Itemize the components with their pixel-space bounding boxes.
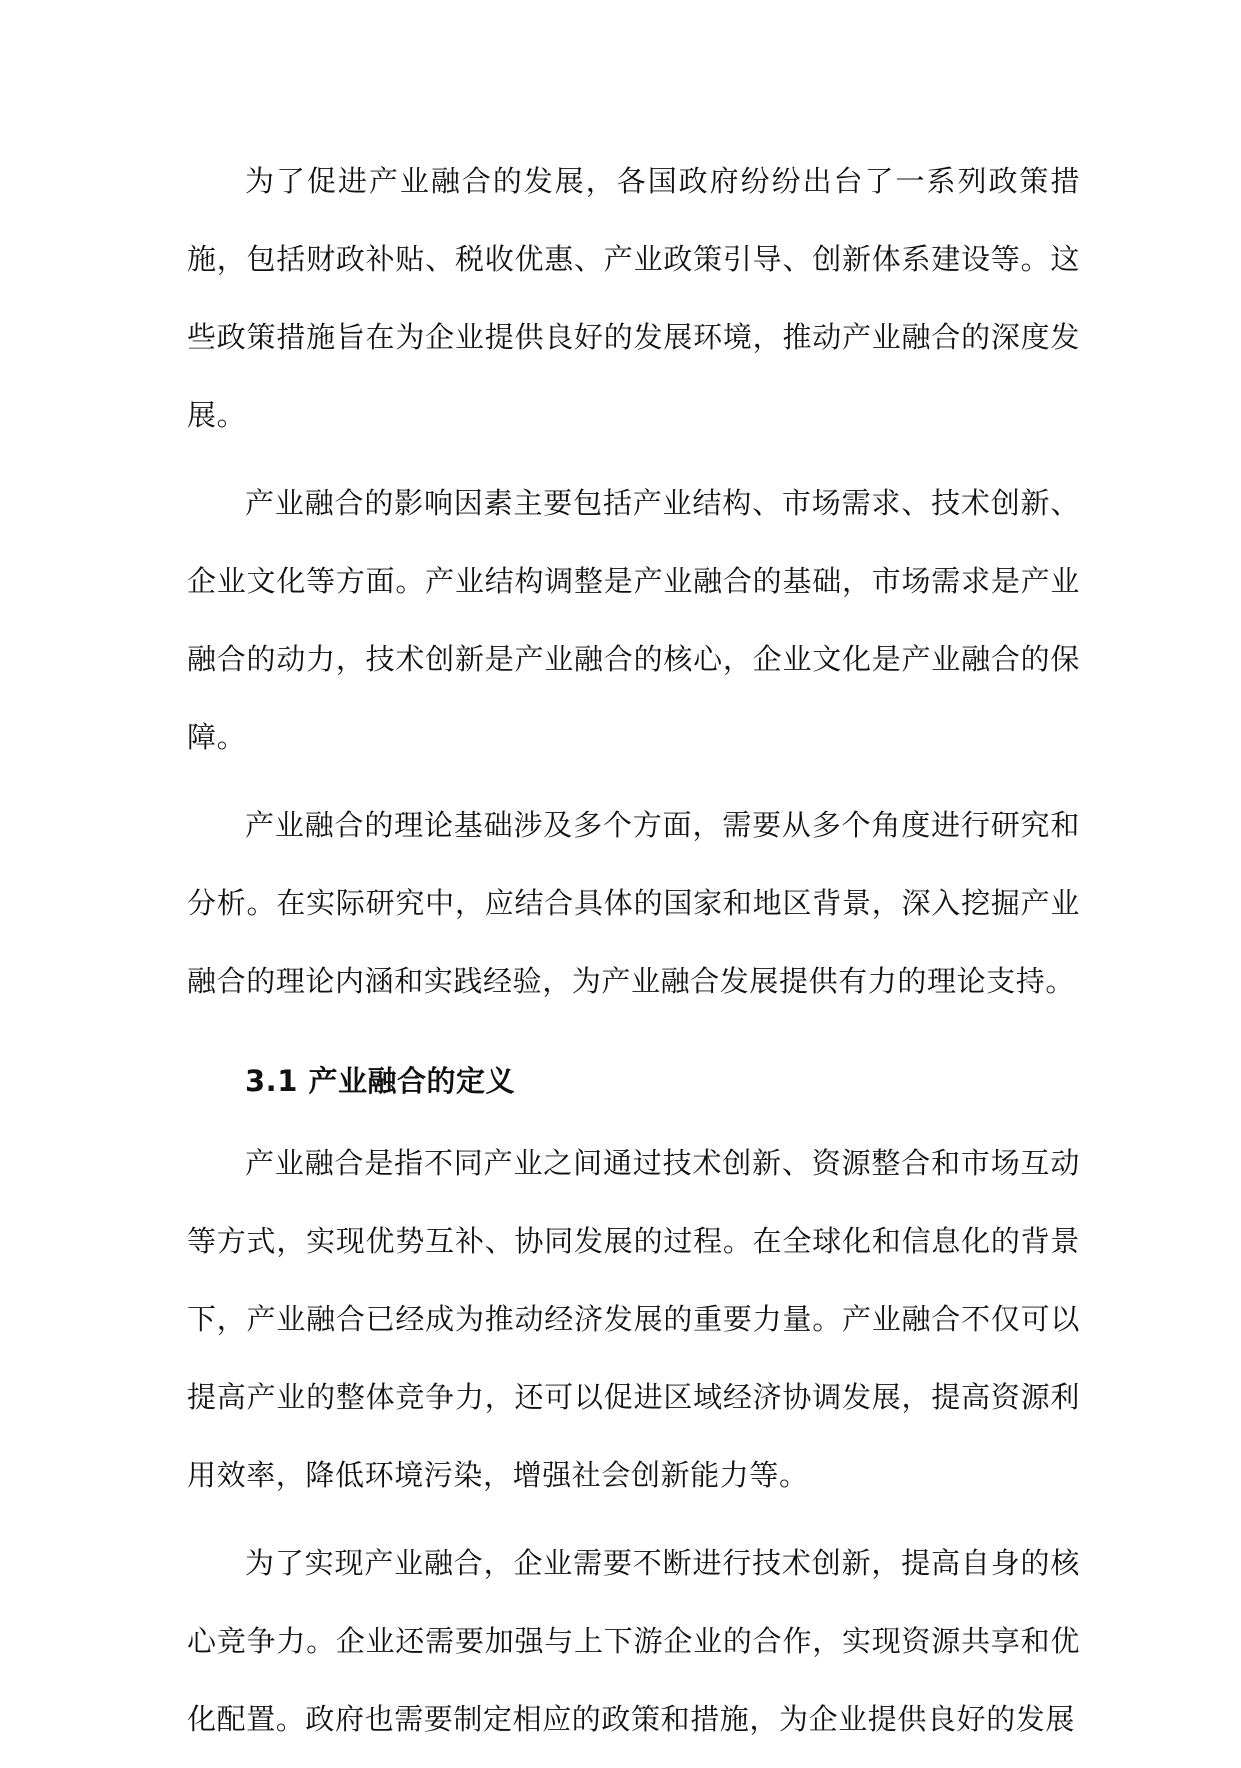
paragraph-implementation: 为了实现产业融合，企业需要不断进行技术创新，提高自身的核心竞争力。企业还需要加强与上下游企业的合作，实现资源共享和优化配置。政府也需要制定相应的政策和措施，为企业提供良好的发展 bbox=[187, 1546, 1080, 1736]
paragraph-theory-basis: 产业融合的理论基础涉及多个方面，需要从多个角度进行研究和分析。在实际研究中，应结合具体的国家和地区背景，深入挖掘产业融合的理论内涵和实践经验，为产业融合发展提供有力的理论支持。 bbox=[187, 808, 1080, 998]
paragraph-definition: 产业融合是指不同产业之间通过技术创新、资源整合和市场互动等方式，实现优势互补、协同发展的过程。在全球化和信息化的背景下，产业融合已经成为推动经济发展的重要力量。产业融合不仅可以提高产业的整体竞争力，还可以促进区域经济协调发展，提高资源利用效率，降低环境污染，增强社会创新能力等。 bbox=[187, 1146, 1080, 1492]
section-heading: 3.1 产业融合的定义 bbox=[245, 1064, 515, 1098]
paragraph-policy-measures: 为了促进产业融合的发展，各国政府纷纷出台了一系列政策措施，包括财政补贴、税收优惠、产业政策引导、创新体系建设等。这些政策措施旨在为企业提供良好的发展环境，推动产业融合的深度发展。 bbox=[187, 164, 1080, 432]
document-body bbox=[187, 142, 1080, 1768]
paragraph-influence-factors: 产业融合的影响因素主要包括产业结构、市场需求、技术创新、企业文化等方面。产业结构调整是产业融合的基础，市场需求是产业融合的动力，技术创新是产业融合的核心，企业文化是产业融合的保障。 bbox=[187, 486, 1080, 754]
